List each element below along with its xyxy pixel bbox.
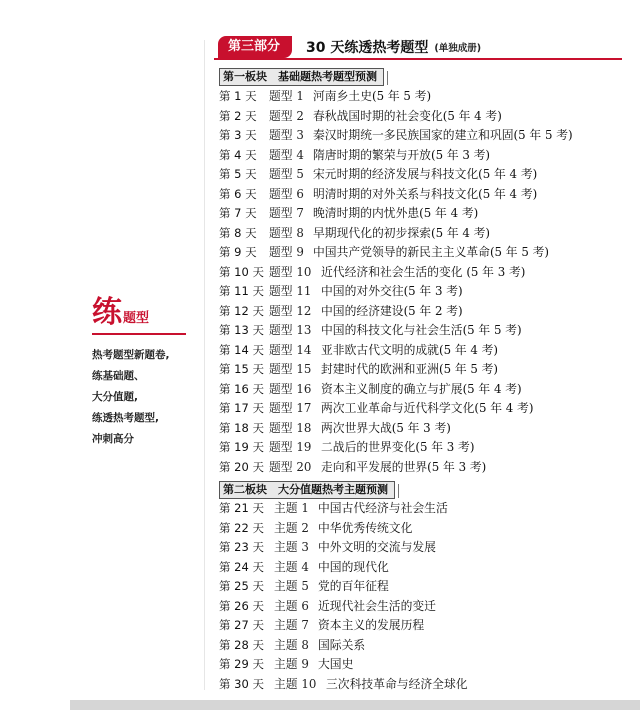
day-label: 第 27 天: [219, 618, 264, 632]
topic-label: 明清时期的对外关系与科技文化(5 年 4 考): [313, 186, 538, 201]
type-label: 主题 5: [274, 579, 309, 593]
topic-label: 中国的对外交往(5 年 3 考): [321, 284, 463, 298]
day-label: 第 23 天: [219, 540, 264, 554]
list-item: [219, 263, 573, 283]
side-line: 冲刺高分: [92, 432, 134, 445]
list-item: [219, 126, 573, 146]
type-label: 主题 4: [274, 559, 309, 574]
list-item: [219, 107, 573, 127]
topic-label: 晚清时期的内忧外患(5 年 4 考): [313, 206, 479, 220]
block1-title: 第一板块 基础题热考题型预测: [219, 68, 384, 86]
day-label: 第 3 天: [219, 128, 257, 142]
topic-label: 大国史: [318, 657, 354, 671]
day-label: 第 22 天: [219, 520, 264, 535]
side-line: 热考题型新题卷,: [92, 348, 170, 361]
day-label: 第 1 天: [219, 89, 257, 103]
list-item: [219, 87, 573, 107]
type-label: 题型 4: [269, 147, 304, 162]
type-label: 题型 2: [269, 108, 304, 123]
type-label: 题型 1: [269, 89, 304, 103]
type-label: 主题 10: [274, 676, 317, 691]
day-label: 第 30 天: [219, 676, 264, 691]
day-label: 第 6 天: [219, 186, 257, 201]
day-label: 第 26 天: [219, 598, 264, 613]
side-line: 练基础题、: [92, 369, 145, 382]
day-label: 第 29 天: [219, 657, 264, 671]
topic-label: 中华优秀传统文化: [318, 520, 413, 535]
topic-label: 两次世界大战(5 年 3 考): [321, 420, 451, 435]
list-item: [219, 558, 468, 578]
type-label: 题型 19: [269, 440, 312, 454]
section-header: [218, 36, 622, 58]
type-label: 题型 11: [269, 284, 312, 298]
day-label: 第 8 天: [219, 225, 257, 240]
day-label: 第 18 天: [219, 420, 264, 435]
side-big-char: 练: [92, 295, 122, 330]
side-small-label: 题型: [123, 311, 150, 326]
list-item: [219, 380, 573, 400]
type-label: 题型 13: [269, 323, 312, 337]
list-item: [219, 185, 573, 205]
list-item: [219, 519, 468, 539]
section-badge: 第三部分: [218, 36, 292, 58]
list-item: [219, 655, 468, 675]
topic-label: 两次工业革命与近代科学文化(5 年 4 考): [321, 401, 534, 415]
list-item: [219, 399, 573, 419]
side-description: [92, 345, 202, 450]
topic-label: 封建时代的欧洲和亚洲(5 年 5 考): [321, 362, 499, 376]
side-line: 练透热考题型,: [92, 411, 159, 424]
day-label: 第 21 天: [219, 501, 264, 515]
type-label: 题型 12: [269, 303, 312, 318]
topic-label: 资本主义的发展历程: [318, 618, 425, 632]
topic-label: 二战后的世界变化(5 年 3 考): [321, 440, 475, 454]
type-label: 题型 16: [269, 381, 312, 396]
topic-label: 中国的现代化: [318, 559, 389, 574]
list-item: [219, 597, 468, 617]
day-label: 第 11 天: [219, 284, 264, 298]
side-line: 大分值题,: [92, 390, 138, 403]
list-item: [219, 302, 573, 322]
topic-label: 中国的科技文化与社会生活(5 年 5 考): [321, 323, 522, 337]
section-title: 30 天练透热考题型: [306, 40, 429, 56]
list-item: [219, 636, 468, 656]
topic-label: 早期现代化的初步探索(5 年 4 考): [313, 225, 491, 240]
list-item: [219, 438, 573, 458]
type-label: 题型 20: [269, 459, 312, 474]
type-label: 题型 7: [269, 206, 304, 220]
block1-list: [219, 87, 573, 477]
type-label: 主题 1: [274, 501, 309, 515]
topic-label: 中外文明的交流与发展: [318, 540, 436, 554]
day-label: 第 13 天: [219, 323, 264, 337]
type-label: 题型 3: [269, 128, 304, 142]
type-label: 主题 9: [274, 657, 309, 671]
day-label: 第 14 天: [219, 342, 264, 357]
list-item: [219, 282, 573, 302]
day-label: 第 19 天: [219, 440, 264, 454]
list-item: [219, 458, 573, 478]
side-rule: [92, 333, 186, 335]
day-label: 第 20 天: [219, 459, 264, 474]
topic-label: 近现代社会生活的变迁: [318, 598, 436, 613]
topic-label: 隋唐时期的繁荣与开放(5 年 3 考): [313, 147, 491, 162]
topic-label: 中国古代经济与社会生活: [318, 501, 448, 515]
list-item: [219, 419, 573, 439]
type-label: 题型 9: [269, 245, 304, 259]
type-label: 主题 6: [274, 598, 309, 613]
type-label: 题型 18: [269, 420, 312, 435]
list-item: [219, 538, 468, 558]
list-item: [219, 243, 573, 263]
type-label: 题型 15: [269, 362, 312, 376]
day-label: 第 5 天: [219, 167, 257, 181]
day-label: 第 25 天: [219, 579, 264, 593]
list-item: [219, 616, 468, 636]
day-label: 第 12 天: [219, 303, 264, 318]
block2-title: 第二板块 大分值题热考主题预测: [219, 481, 395, 499]
topic-label: 三次科技革命与经济全球化: [326, 676, 468, 691]
topic-label: 党的百年征程: [318, 579, 389, 593]
day-label: 第 7 天: [219, 206, 257, 220]
topic-label: 秦汉时期统一多民族国家的建立和巩固(5 年 5 考): [313, 128, 573, 142]
list-item: [219, 146, 573, 166]
type-label: 主题 3: [274, 540, 309, 554]
type-label: 主题 8: [274, 637, 309, 652]
topic-label: 宋元时期的经济发展与科技文化(5 年 4 考): [313, 167, 538, 181]
topic-label: 走向和平发展的世界(5 年 3 考): [321, 459, 487, 474]
topic-label: 资本主义制度的确立与扩展(5 年 4 考): [321, 381, 522, 396]
day-label: 第 16 天: [219, 381, 264, 396]
day-label: 第 10 天: [219, 264, 264, 279]
type-label: 题型 17: [269, 401, 312, 415]
topic-label: 中国的经济建设(5 年 2 考): [321, 303, 463, 318]
list-item: [219, 675, 468, 695]
type-label: 题型 6: [269, 186, 304, 201]
list-item: [219, 341, 573, 361]
type-label: 题型 14: [269, 342, 312, 357]
day-label: 第 15 天: [219, 362, 264, 376]
list-item: [219, 165, 573, 185]
list-item: [219, 499, 468, 519]
day-label: 第 4 天: [219, 147, 257, 162]
day-label: 第 2 天: [219, 108, 257, 123]
day-label: 第 17 天: [219, 401, 264, 415]
day-label: 第 28 天: [219, 637, 264, 652]
day-label: 第 24 天: [219, 559, 264, 574]
topic-label: 河南乡土史(5 年 5 考): [313, 89, 432, 103]
type-label: 题型 5: [269, 167, 304, 181]
day-label: 第 9 天: [219, 245, 257, 259]
header-underline: [214, 58, 622, 60]
list-item: [219, 321, 573, 341]
topic-label: 中国共产党领导的新民主主义革命(5 年 5 考): [313, 245, 550, 259]
bottom-edge: [70, 700, 640, 710]
type-label: 主题 2: [274, 520, 309, 535]
topic-label: 春秋战国时期的社会变化(5 年 4 考): [313, 108, 502, 123]
topic-label: 近代经济和社会生活的变化 (5 年 3 考): [321, 264, 526, 279]
section-note: (单独成册): [434, 43, 482, 54]
side-label: [92, 287, 202, 450]
type-label: 题型 8: [269, 225, 304, 240]
list-item: [219, 224, 573, 244]
list-item: [219, 577, 468, 597]
column-divider: [204, 40, 205, 690]
list-item: [219, 204, 573, 224]
type-label: 主题 7: [274, 618, 309, 632]
type-label: 题型 10: [269, 264, 312, 279]
list-item: [219, 360, 573, 380]
block2-list: [219, 499, 468, 694]
topic-label: 国际关系: [318, 637, 366, 652]
topic-label: 亚非欧古代文明的成就(5 年 4 考): [321, 342, 499, 357]
